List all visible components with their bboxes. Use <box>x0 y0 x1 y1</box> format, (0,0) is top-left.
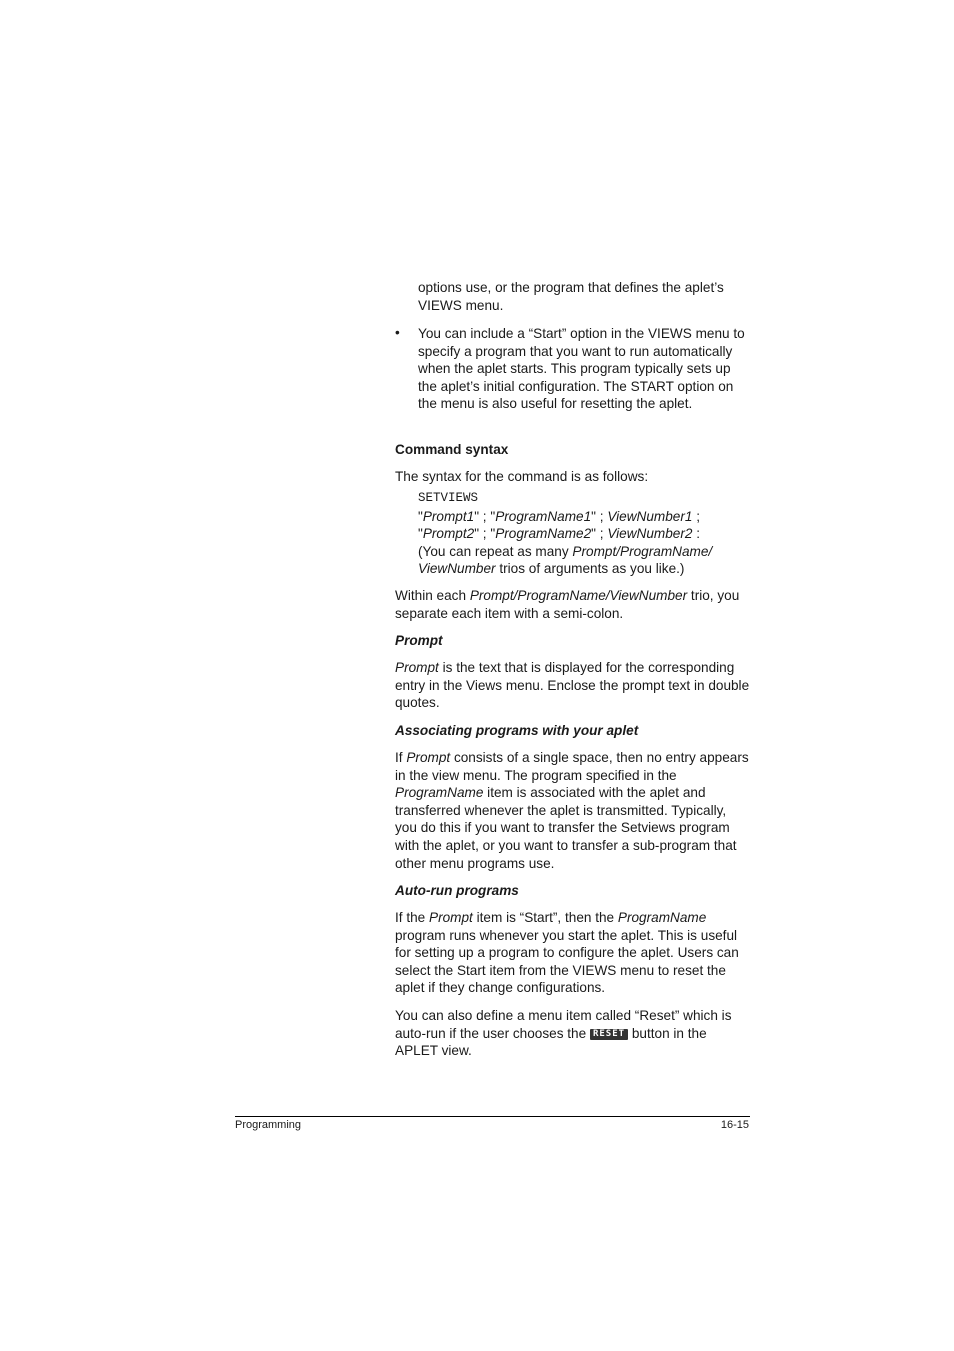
footer-rule <box>235 1116 750 1117</box>
assoc-para: If Prompt consists of a single space, then no entry appears in the view menu. The program specified in the ProgramName item is associated with the aplet and transferred whenever the aplet is transmitted. Typically, you do this if you want to transfer the Setviews program with the aplet, or you want to transfer a sub-program that other menu programs use. <box>395 750 749 871</box>
autorun-para: If the Prompt item is “Start”, then the ProgramName program runs whenever you start the aplet. This is useful for setting up a program to configure the aplet. Users can select the Start item from the VIEWS menu to reset the aplet if they change configurations. <box>395 910 739 996</box>
bullet-marker: • <box>395 325 400 340</box>
syntax-line-1: "Prompt1" ; "ProgramName1" ; ViewNumber1 ; <box>418 508 701 524</box>
syntax-block <box>418 490 750 578</box>
syntax-line-2: "Prompt2" ; "ProgramName2" ; ViewNumber2 : <box>418 526 701 542</box>
heading-autorun: Auto-run programs <box>395 883 519 898</box>
footer-section: Programming <box>235 1119 302 1131</box>
footer-page-number: 16-15 <box>720 1119 749 1131</box>
reset-para: You can also define a menu item called “Reset” which is auto-run if the user chooses the RESET button in the APLET view. <box>395 1008 732 1059</box>
within-para: Within each Prompt/ProgramName/ViewNumber trio, you separate each item with a semi-colon. <box>395 588 740 621</box>
heading-associating: Associating programs with your aplet <box>395 723 639 738</box>
reset-key-icon: RESET <box>590 1029 628 1040</box>
syntax-repeat-note: (You can repeat as many Prompt/ProgramName/ ViewNumber trios of arguments as you like.) <box>418 543 713 577</box>
bullet-text: You can include a “Start” option in the VIEWS menu to specify a program that you want to run automatically when the aplet starts. This program typically sets up the aplet’s initial configuration. The START option on the menu is also useful for resetting the aplet. <box>418 326 745 412</box>
heading-prompt: Prompt <box>395 633 443 648</box>
heading-command-syntax: Command syntax <box>395 442 509 457</box>
syntax-intro: The syntax for the command is as follows: <box>395 469 649 484</box>
prompt-para: Prompt is the text that is displayed for the corresponding entry in the Views menu. Enclose the prompt text in double quotes. <box>395 660 750 711</box>
syntax-command: SETVIEWS <box>418 491 479 505</box>
intro-continuation: options use, or the program that defines the aplet’s VIEWS menu. <box>418 280 724 313</box>
